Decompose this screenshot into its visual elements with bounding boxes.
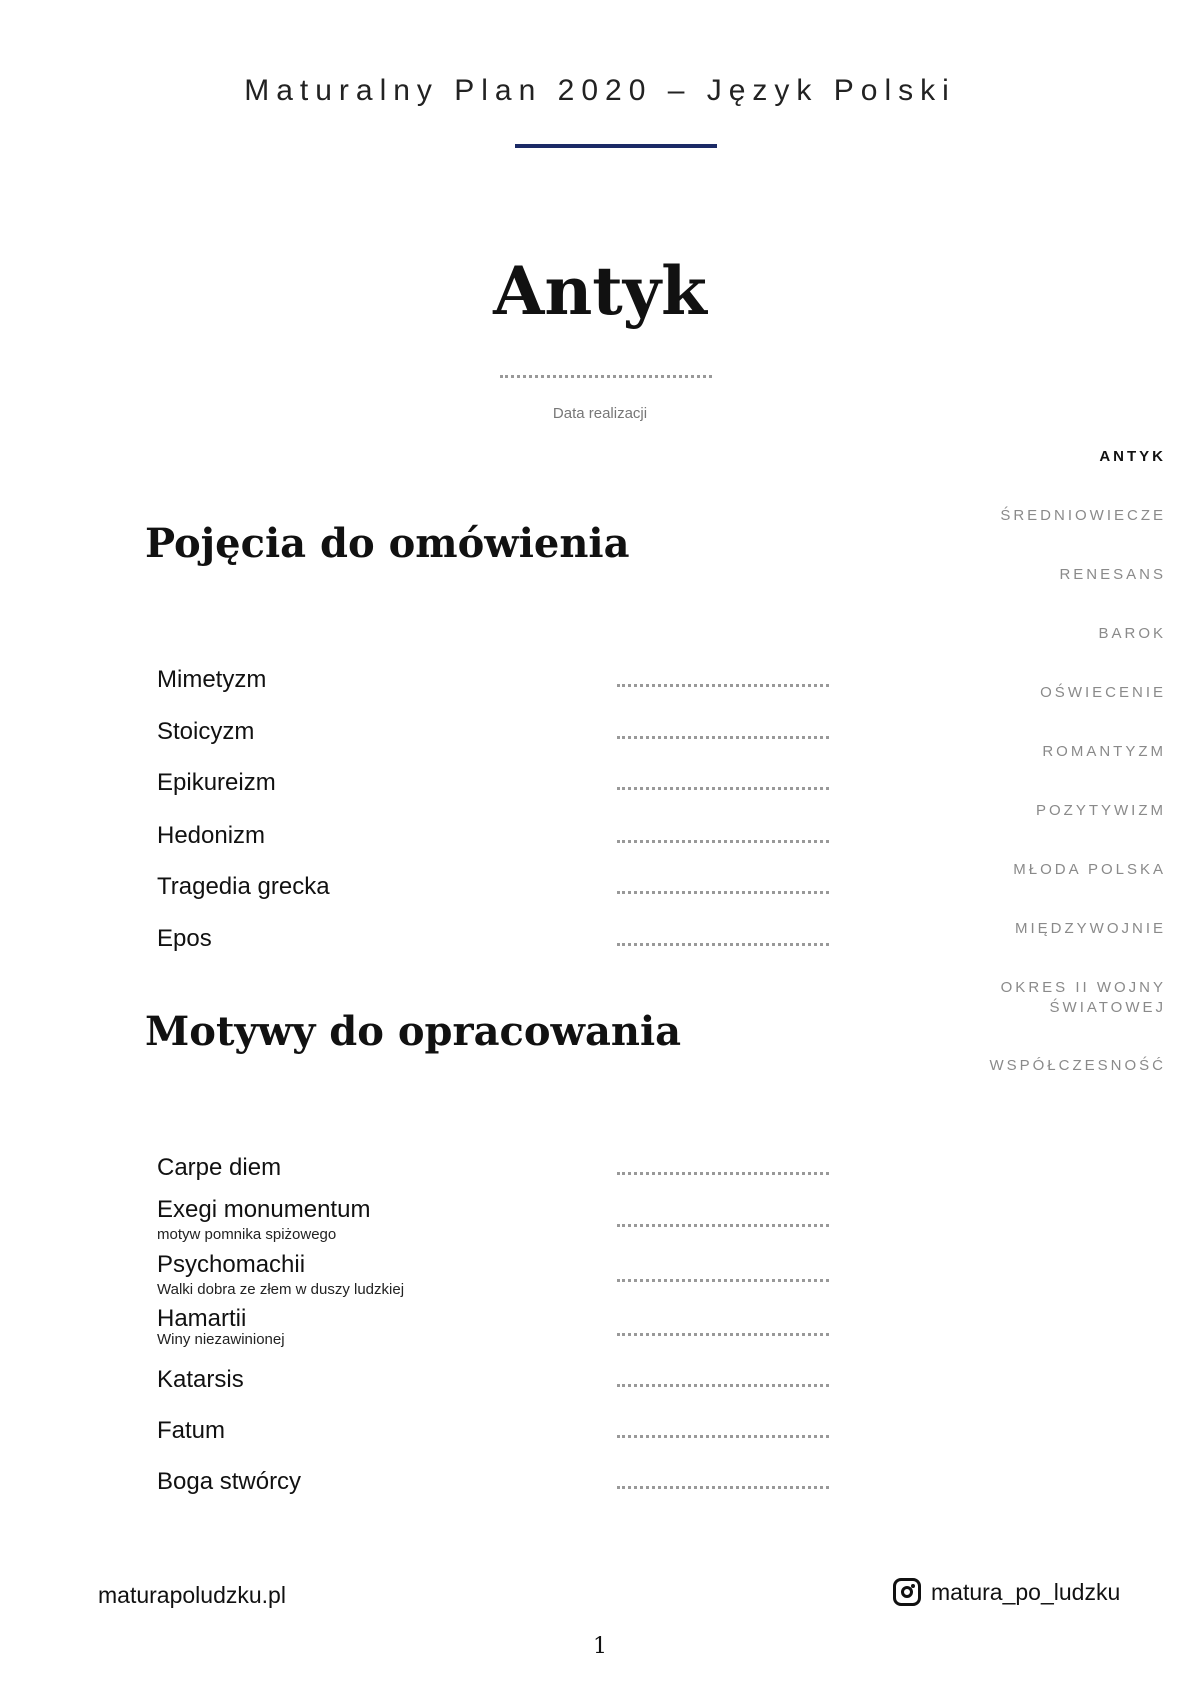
motif-row: [157, 1305, 837, 1353]
page-header-title: Maturalny Plan 2020 – Język Polski: [244, 74, 956, 107]
motif-label: Hamartii: [157, 1305, 247, 1332]
concept-label: Mimetyzm: [157, 666, 267, 693]
motif-label: Katarsis: [157, 1366, 244, 1393]
header-divider: [515, 144, 717, 148]
concept-row: [157, 769, 837, 817]
answer-line[interactable]: [617, 840, 829, 843]
concepts-section-title: Pojęcia do omówienia: [145, 520, 630, 567]
page-number: 1: [593, 1634, 607, 1659]
concept-label: Stoicyzm: [157, 718, 255, 745]
motif-row: [157, 1196, 837, 1244]
motif-row: [157, 1251, 837, 1299]
concept-row: [157, 666, 837, 714]
motif-subtitle: Walki dobra ze złem w duszy ludzkiej: [157, 1281, 405, 1298]
concept-row: [157, 925, 837, 973]
motifs-section-title: Motywy do opracowania: [145, 1008, 682, 1055]
nav-item-wspolczesnosc[interactable]: WSPÓŁCZESNOŚĆ: [989, 1057, 1166, 1074]
motif-subtitle: Winy niezawinionej: [157, 1331, 285, 1348]
nav-item-barok[interactable]: BAROK: [1098, 625, 1166, 642]
nav-item-okres-ii-wojny[interactable]: OKRES II WOJNY ŚWIATOWEJ: [1000, 979, 1166, 1016]
nav-item-miedzywojnie[interactable]: MIĘDZYWOJNIE: [1015, 920, 1166, 937]
motif-row: [157, 1366, 837, 1414]
answer-line[interactable]: [617, 1384, 829, 1387]
nav-item-renesans[interactable]: RENESANS: [1059, 566, 1166, 583]
answer-line[interactable]: [617, 943, 829, 946]
answer-line[interactable]: [617, 1279, 829, 1282]
motif-label: Boga stwórcy: [157, 1468, 302, 1495]
instagram-handle: matura_po_ludzku: [931, 1578, 1121, 1605]
concept-label: Epos: [157, 925, 212, 952]
instagram-icon: [893, 1578, 921, 1606]
nav-item-sredniowiecze[interactable]: ŚREDNIOWIECZE: [1000, 507, 1166, 524]
nav-item-romantyzm[interactable]: ROMANTYZM: [1042, 743, 1166, 760]
answer-line[interactable]: [617, 1486, 829, 1489]
answer-line[interactable]: [617, 1172, 829, 1175]
answer-line[interactable]: [617, 684, 829, 687]
motif-row: [157, 1417, 837, 1465]
concept-label: Tragedia grecka: [157, 873, 330, 900]
answer-line[interactable]: [617, 1224, 829, 1227]
motif-row: [157, 1468, 837, 1516]
page-title: Antyk: [493, 252, 707, 330]
answer-line[interactable]: [617, 787, 829, 790]
nav-item-antyk[interactable]: ANTYK: [1099, 448, 1166, 465]
motif-label: Carpe diem: [157, 1154, 282, 1181]
concept-label: Hedonizm: [157, 822, 266, 849]
concept-row: [157, 822, 837, 870]
nav-item-oswiecenie[interactable]: OŚWIECENIE: [1040, 684, 1166, 701]
concept-label: Epikureizm: [157, 769, 276, 796]
footer-website[interactable]: maturapoludzku.pl: [98, 1582, 286, 1608]
motif-label: Fatum: [157, 1417, 226, 1444]
answer-line[interactable]: [617, 891, 829, 894]
concept-row: [157, 718, 837, 766]
answer-line[interactable]: [617, 1435, 829, 1438]
motif-row: [157, 1154, 837, 1202]
answer-line[interactable]: [617, 1333, 829, 1336]
motif-subtitle: motyw pomnika spiżowego: [157, 1226, 337, 1243]
motif-label: Psychomachii: [157, 1251, 306, 1278]
nav-item-mloda-polska[interactable]: MŁODA POLSKA: [1013, 861, 1166, 878]
nav-item-pozytywizm[interactable]: POZYTYWIZM: [1036, 802, 1166, 819]
footer-instagram[interactable]: [893, 1578, 1120, 1606]
motif-label: Exegi monumentum: [157, 1196, 371, 1223]
concept-row: [157, 873, 837, 921]
date-label: Data realizacji: [552, 405, 648, 422]
date-input-line[interactable]: [500, 375, 712, 378]
answer-line[interactable]: [617, 736, 829, 739]
